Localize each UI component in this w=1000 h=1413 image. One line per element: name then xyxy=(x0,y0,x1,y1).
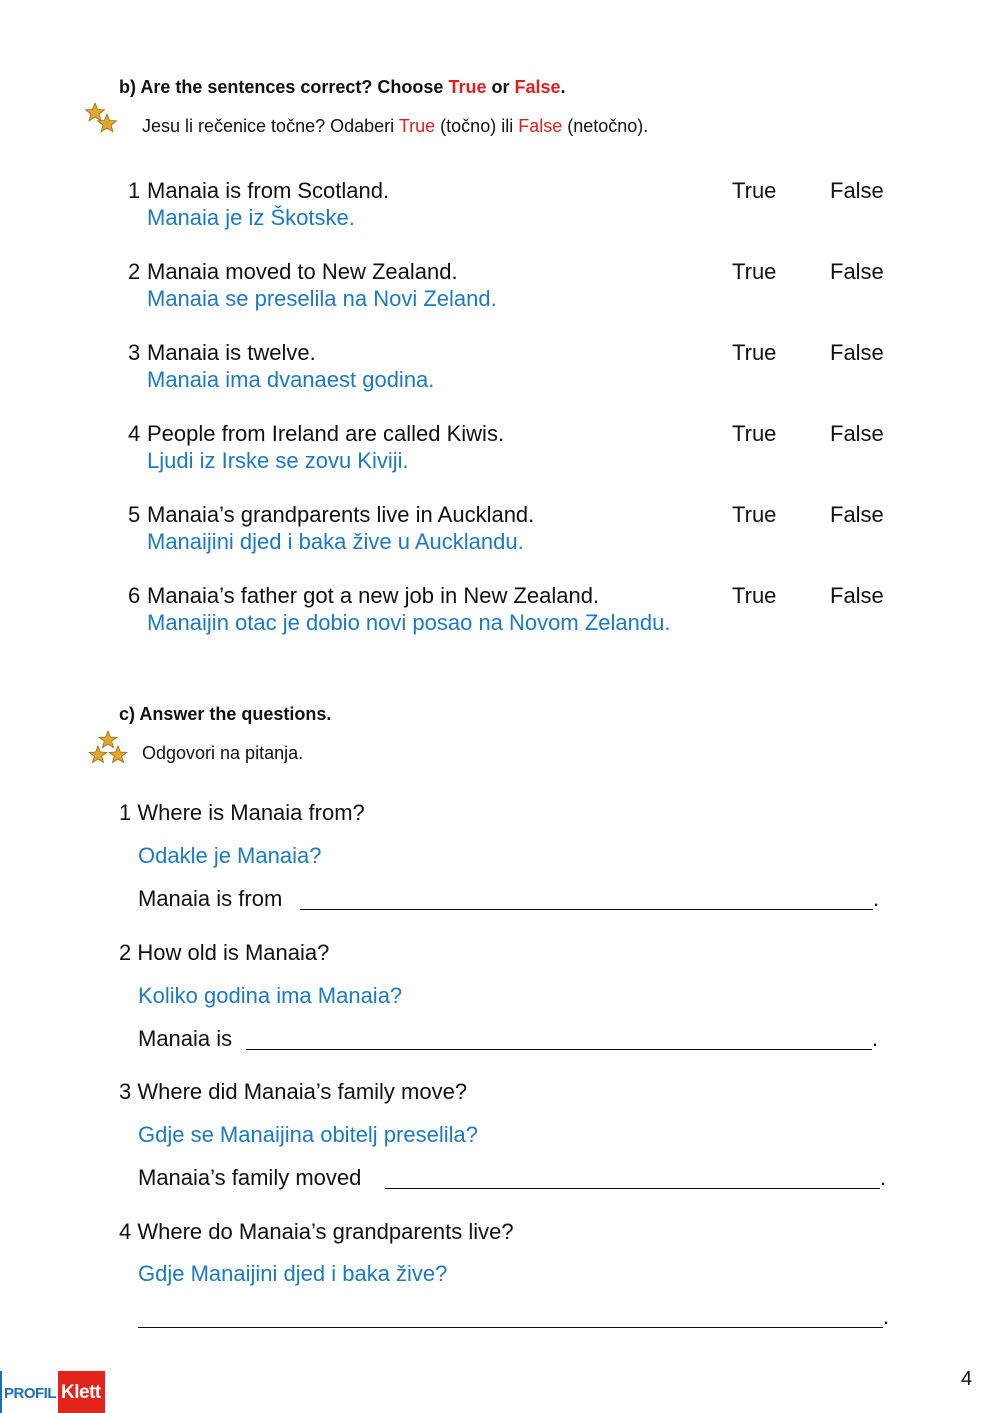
answer-period: . xyxy=(880,1165,887,1190)
statement-text: Manaia’s grandparents live in Auckland. xyxy=(147,502,535,527)
answer-line[interactable] xyxy=(138,1327,883,1328)
answer-period: . xyxy=(873,886,880,911)
list-item xyxy=(0,583,1000,643)
statement-text: People from Ireland are called Kiwis. xyxy=(147,421,505,446)
answer-period: . xyxy=(872,1026,879,1051)
list-item xyxy=(0,259,1000,319)
answer-line[interactable] xyxy=(300,909,873,910)
statement-text: Manaia is twelve. xyxy=(147,340,316,365)
statement-translation: Manaia ima dvanaest godina. xyxy=(147,367,435,392)
answer-prompt: Manaia’s family moved xyxy=(138,1165,362,1190)
statement-translation: Manaia se preselila na Novi Zeland. xyxy=(147,286,497,311)
section-b-header: b) Are the sentences correct? Choose True or False. xyxy=(119,77,566,97)
question-translation: Odakle je Manaia? xyxy=(138,843,322,868)
answer-line[interactable] xyxy=(385,1188,880,1189)
statement-text: Manaia moved to New Zealand. xyxy=(147,259,458,284)
question-text: 3 Where did Manaia’s family move? xyxy=(119,1079,468,1104)
section-b-subheader: Jesu li rečenice točne? Odaberi True (točno) ili False (netočno). xyxy=(142,116,649,136)
three-stars-icon xyxy=(88,730,128,766)
list-item xyxy=(0,178,1000,238)
false-option[interactable]: False xyxy=(830,502,884,527)
question-text: 1 Where is Manaia from? xyxy=(119,800,365,825)
question-translation: Koliko godina ima Manaia? xyxy=(138,983,403,1008)
false-option[interactable]: False xyxy=(830,583,884,608)
statement-number: 1 xyxy=(128,178,141,203)
logo-profil-text: PROFIL xyxy=(0,1371,58,1413)
question-translation: Gdje Manaijini djed i baka žive? xyxy=(138,1261,448,1286)
list-item xyxy=(0,340,1000,400)
statement-number: 2 xyxy=(128,259,141,284)
statement-translation: Ljudi iz Irske se zovu Kiviji. xyxy=(147,448,409,473)
publisher-logo xyxy=(0,1371,105,1413)
section-c-header: c) Answer the questions. xyxy=(119,704,332,724)
answer-prompt: Manaia is from xyxy=(138,886,283,911)
logo-klett-text: Klett xyxy=(58,1371,105,1413)
list-item xyxy=(0,421,1000,481)
question-text: 4 Where do Manaia’s grandparents live? xyxy=(119,1219,514,1244)
false-option[interactable]: False xyxy=(830,421,884,446)
false-option[interactable]: False xyxy=(830,340,884,365)
section-c-subheader: Odgovori na pitanja. xyxy=(142,743,304,763)
true-option[interactable]: True xyxy=(732,583,777,608)
statement-number: 3 xyxy=(128,340,141,365)
question-translation: Gdje se Manaijina obitelj preselila? xyxy=(138,1122,478,1147)
answer-prompt: Manaia is xyxy=(138,1026,233,1051)
list-item xyxy=(0,502,1000,562)
answer-period: . xyxy=(883,1304,890,1329)
statement-text: Manaia is from Scotland. xyxy=(147,178,390,203)
statement-number: 4 xyxy=(128,421,141,446)
question-text: 2 How old is Manaia? xyxy=(119,940,330,965)
true-option[interactable]: True xyxy=(732,259,777,284)
statement-translation: Manaijini djed i baka žive u Aucklandu. xyxy=(147,529,524,554)
true-option[interactable]: True xyxy=(732,502,777,527)
answer-line[interactable] xyxy=(246,1049,872,1050)
page-number: 4 xyxy=(961,1368,973,1390)
true-option[interactable]: True xyxy=(732,178,777,203)
true-option[interactable]: True xyxy=(732,340,777,365)
true-option[interactable]: True xyxy=(732,421,777,446)
statement-number: 5 xyxy=(128,502,141,527)
false-option[interactable]: False xyxy=(830,178,884,203)
two-stars-icon xyxy=(85,102,119,136)
statement-number: 6 xyxy=(128,583,141,608)
false-option[interactable]: False xyxy=(830,259,884,284)
statement-translation: Manaia je iz Škotske. xyxy=(147,205,355,230)
statement-text: Manaia’s father got a new job in New Zealand. xyxy=(147,583,600,608)
statement-translation: Manaijin otac je dobio novi posao na Novom Zelandu. xyxy=(147,610,671,635)
